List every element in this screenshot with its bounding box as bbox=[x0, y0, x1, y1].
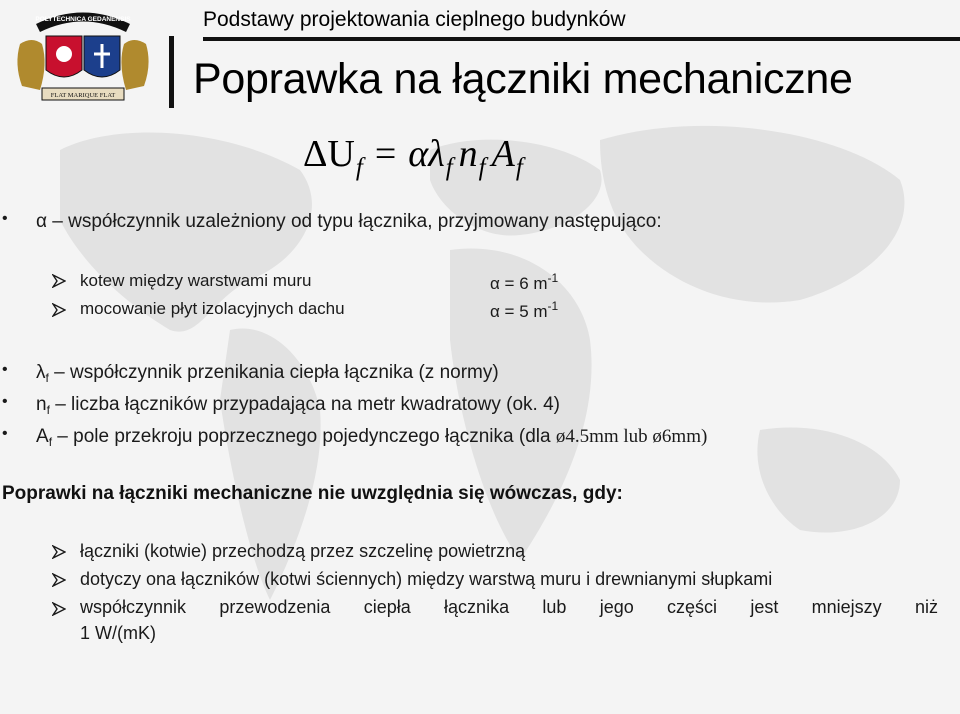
formula bbox=[303, 132, 529, 182]
arrowhead-bullet-icon bbox=[52, 602, 66, 616]
definition-sub: f bbox=[45, 371, 49, 385]
alpha-intro: α – współczynnik uzależniony od typu łącznika, przyjmowany następująco: bbox=[36, 211, 662, 232]
formula-a: A bbox=[491, 133, 515, 175]
arrowhead-bullet-icon bbox=[52, 274, 66, 288]
definition-symbol: n bbox=[36, 394, 47, 415]
header-vertical-rule bbox=[169, 36, 174, 108]
alpha-value-exponent: -1 bbox=[547, 271, 559, 285]
formula-sub: f bbox=[478, 154, 486, 181]
alpha-case-value bbox=[490, 299, 558, 322]
definition-symbol: A bbox=[36, 426, 49, 447]
exception-item-continued: 1 W/(mK) bbox=[80, 623, 156, 643]
alpha-value-text: α = 6 m bbox=[490, 274, 548, 293]
definition-text: – pole przekroju poprzecznego pojedynczego łącznika (dla bbox=[52, 426, 556, 447]
formula-sub: f bbox=[445, 154, 453, 181]
definition-symbol: λ bbox=[36, 362, 46, 383]
definition-diameter: ø4.5mm lub ø6mm) bbox=[555, 426, 708, 447]
logo-banner-text: FLAT MARIQUE FLAT bbox=[50, 92, 116, 99]
definition-n bbox=[36, 394, 560, 417]
definition-sub: f bbox=[46, 403, 50, 417]
course-title: Podstawy projektowania cieplnego budynków bbox=[203, 8, 626, 31]
round-bullet-icon: • bbox=[2, 393, 8, 410]
arrowhead-bullet-icon bbox=[52, 303, 66, 317]
exception-item: dotyczy ona łączników (kotwi ściennych) między warstwą muru i drewnianymi słupkami bbox=[80, 569, 773, 589]
alpha-case-label: mocowanie płyt izolacyjnych dachu bbox=[80, 299, 345, 318]
formula-equals: = bbox=[374, 133, 397, 175]
definition-a bbox=[36, 426, 707, 449]
formula-sub: f bbox=[355, 154, 363, 181]
round-bullet-icon: • bbox=[2, 210, 8, 227]
slide-title: Poprawka na łączniki mechaniczne bbox=[193, 55, 853, 103]
exceptions-heading: Poprawki na łączniki mechaniczne nie uwzględnia się wówczas, gdy: bbox=[2, 483, 623, 504]
header-horizontal-rule bbox=[203, 37, 960, 41]
formula-sub: f bbox=[515, 154, 523, 181]
formula-delta-u: ΔU bbox=[303, 133, 355, 175]
polytechnic-crest-logo bbox=[8, 4, 158, 104]
alpha-value-exponent: -1 bbox=[547, 299, 559, 313]
logo-arc-text: POLYTECHNICA GEDANENSIS bbox=[35, 16, 131, 23]
alpha-case-value bbox=[490, 271, 558, 294]
arrowhead-bullet-icon bbox=[52, 573, 66, 587]
round-bullet-icon: • bbox=[2, 425, 8, 442]
formula-alpha-lambda: αλ bbox=[408, 133, 445, 175]
definition-lambda bbox=[36, 362, 499, 385]
round-bullet-icon: • bbox=[2, 361, 8, 378]
exception-item-justified: współczynnik przewodzenia ciepła łącznika lub jego części jest mniejszy niż bbox=[80, 597, 938, 617]
definition-sub: f bbox=[48, 435, 53, 449]
alpha-value-text: α = 5 m bbox=[490, 302, 548, 321]
definition-text: – liczba łączników przypadająca na metr kwadratowy (ok. 4) bbox=[49, 394, 560, 415]
exception-item: łączniki (kotwie) przechodzą przez szczelinę powietrzną bbox=[80, 541, 526, 561]
definition-text: – współczynnik przenikania ciepła łącznika (z normy) bbox=[48, 362, 499, 383]
arrowhead-bullet-icon bbox=[52, 545, 66, 559]
formula-n: n bbox=[458, 133, 478, 175]
alpha-case-label: kotew między warstwami muru bbox=[80, 271, 312, 290]
